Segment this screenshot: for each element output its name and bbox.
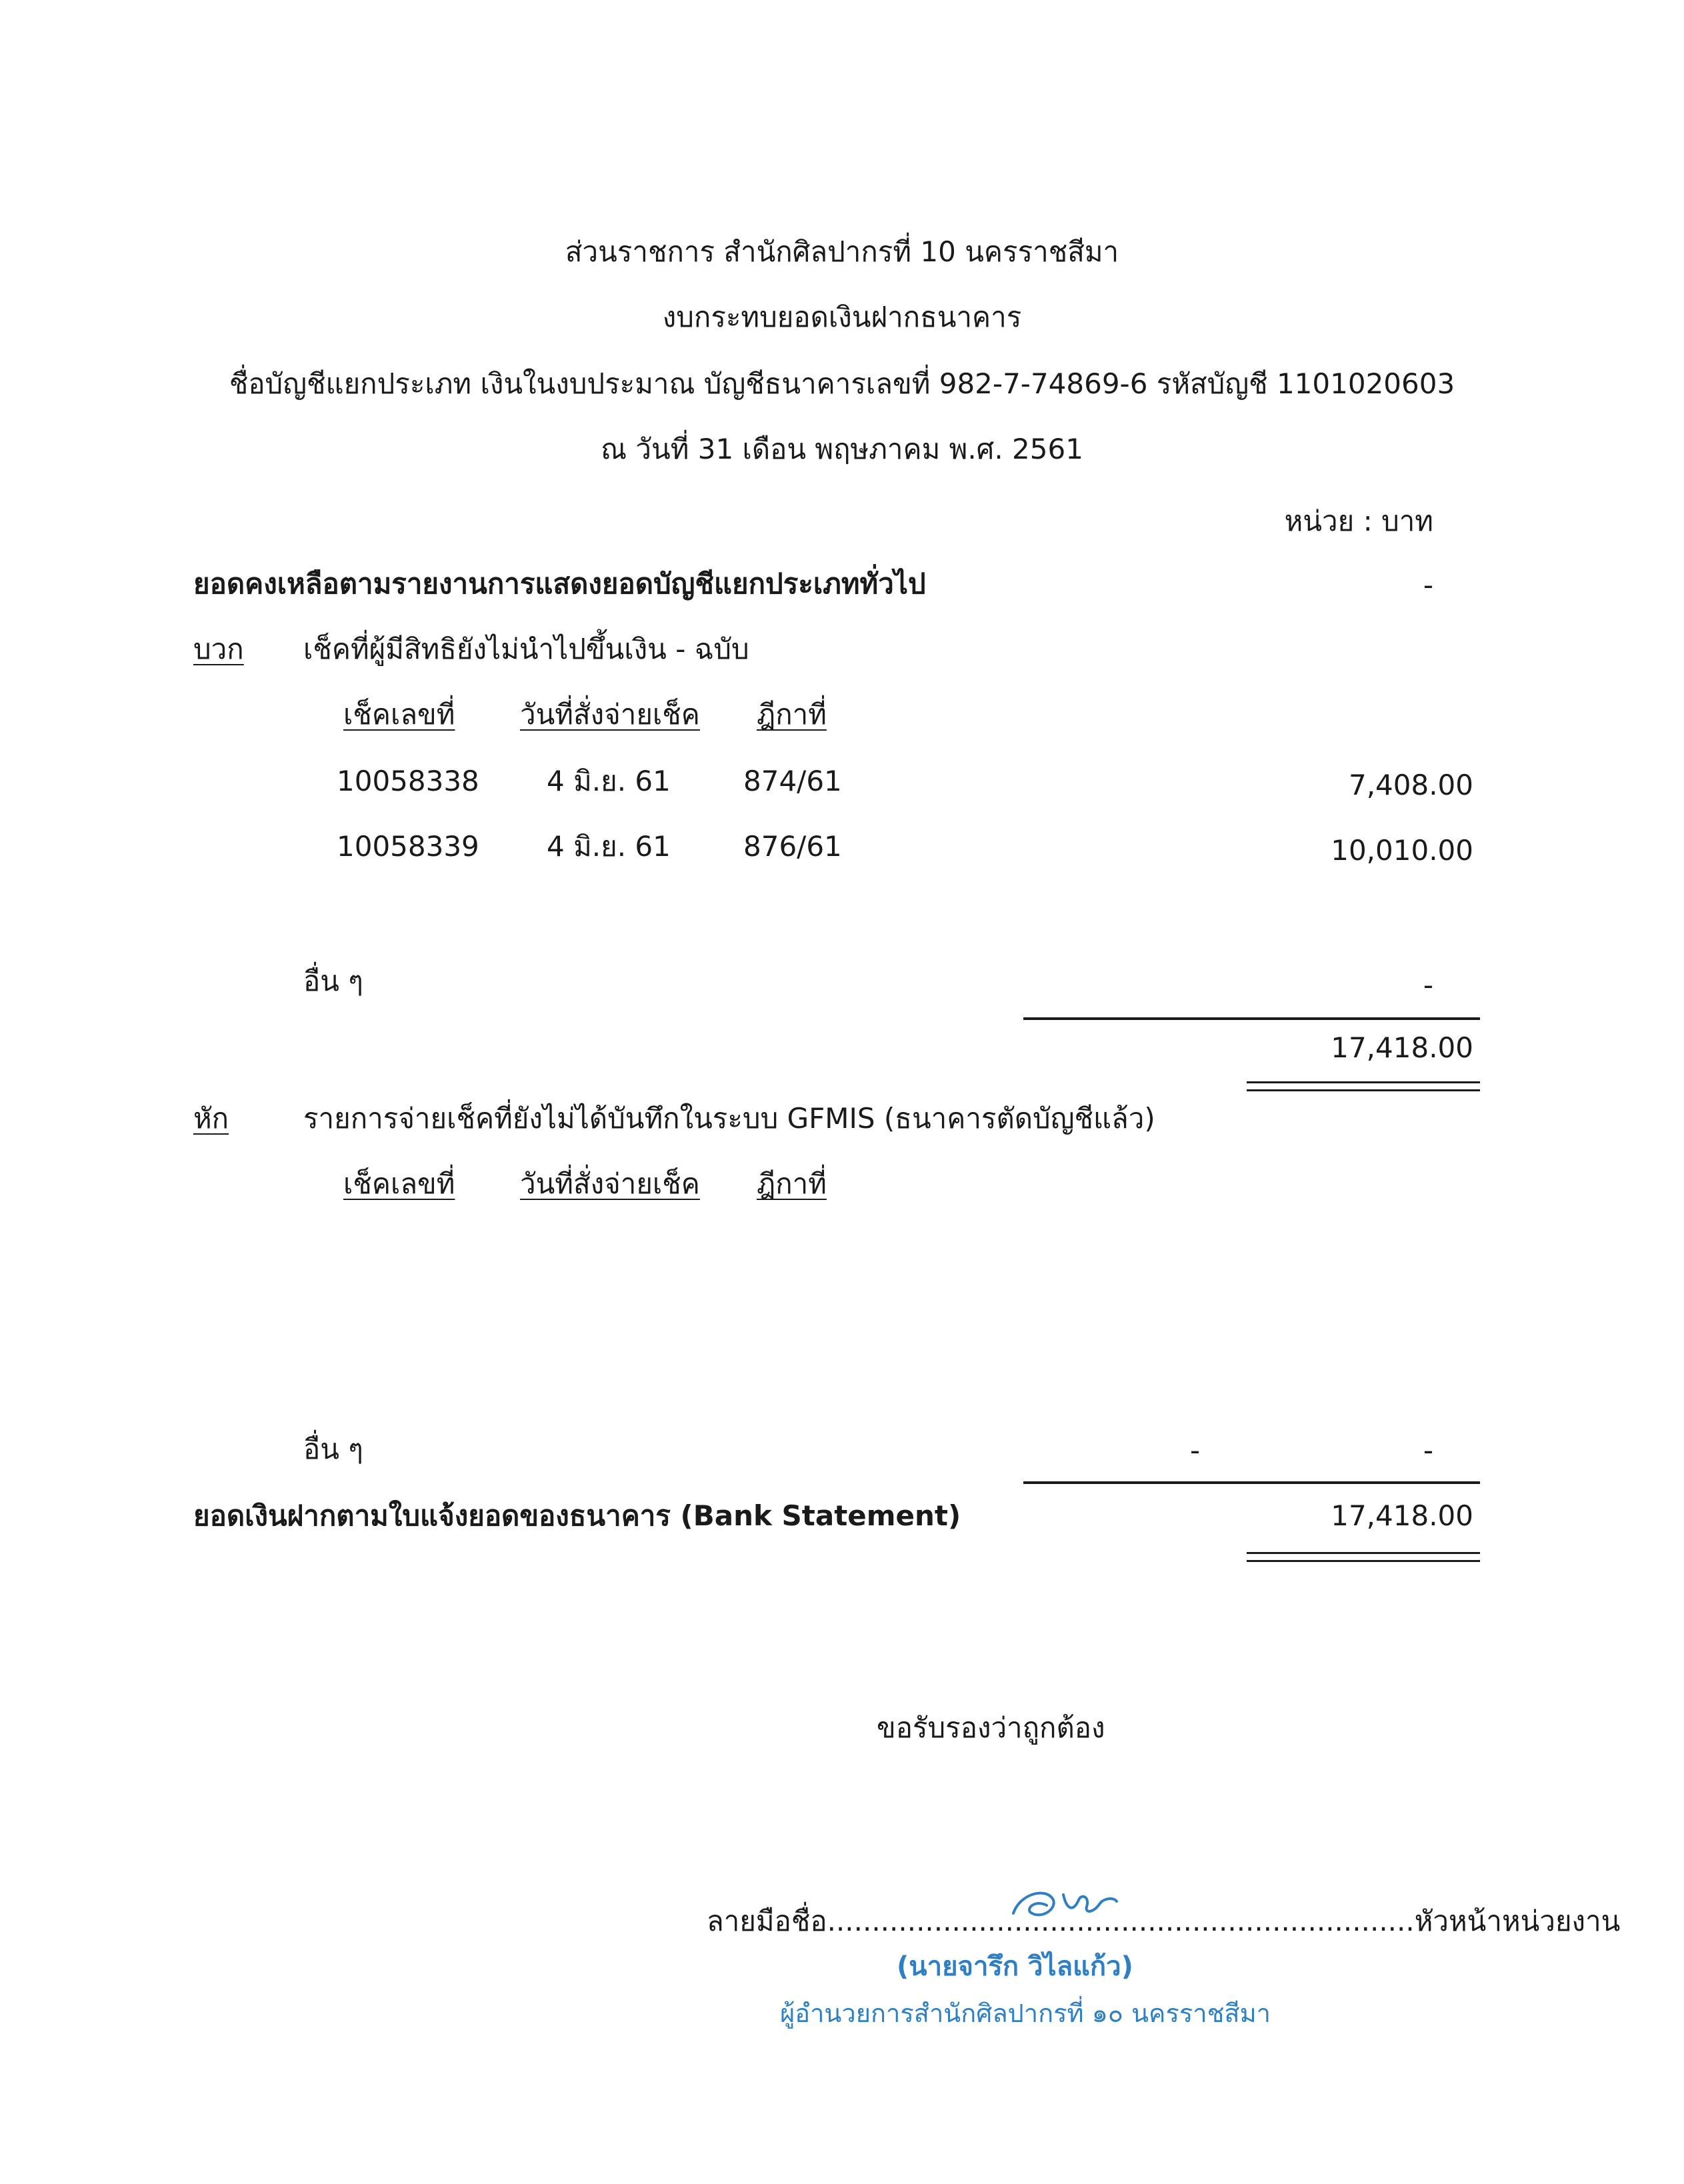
- signatory-name: (นายจารึก วิไลแก้ว): [897, 1951, 1133, 1982]
- total-double-rule-top: [1247, 1081, 1480, 1083]
- header-line-4: ณ วันที่ 31 เดือน พฤษภาคม พ.ศ. 2561: [601, 433, 1083, 465]
- table-row-2-cheque-no: 10058339: [337, 830, 479, 863]
- signatory-title: ผู้อำนวยการสำนักศิลปากรที่ ๑๐ นครราชสีมา: [780, 1999, 1271, 2028]
- table-row-1-amount: 7,408.00: [1348, 769, 1473, 801]
- add-col-date: วันที่สั่งจ่ายเช็ค: [520, 698, 700, 731]
- ledger-balance-label: ยอดคงเหลือตามรายงานการแสดงยอดบัญชีแยกประเภททั่วไป: [193, 567, 926, 600]
- total-double-rule-bottom: [1247, 1089, 1480, 1091]
- table-row-1-cheque-no: 10058338: [337, 765, 479, 797]
- add-total: 17,418.00: [1331, 1031, 1473, 1064]
- table-row-1-date: 4 มิ.ย. 61: [547, 765, 671, 797]
- add-col-cheque-no: เช็คเลขที่: [343, 698, 455, 731]
- deduct-others-label: อื่น ๆ: [303, 1433, 363, 1465]
- add-col-voucher: ฎีกาที่: [757, 698, 827, 731]
- deduct-others-value-2: -: [1423, 1434, 1433, 1467]
- certify-text: ขอรับรองว่าถูกต้อง: [877, 1711, 1105, 1744]
- deduct-rule: [1023, 1481, 1480, 1484]
- deduct-description: รายการจ่ายเช็คที่ยังไม่ได้บันทึกในระบบ GFMIS (ธนาคารตัดบัญชีแล้ว): [303, 1102, 1155, 1135]
- add-others-value: -: [1423, 969, 1433, 1001]
- signature-position: หัวหน้าหน่วยงาน: [1414, 1905, 1621, 1937]
- header-line-2: งบกระทบยอดเงินฝากธนาคาร: [662, 301, 1022, 333]
- add-label: บวก: [193, 633, 244, 665]
- table-row-2-amount: 10,010.00: [1331, 834, 1473, 867]
- subtotal-rule: [1023, 1017, 1480, 1020]
- table-row-2-date: 4 มิ.ย. 61: [547, 830, 671, 863]
- deduct-col-cheque-no: เช็คเลขที่: [343, 1167, 455, 1200]
- deduct-col-voucher: ฎีกาที่: [757, 1167, 827, 1200]
- signature-prefix: ลายมือชื่อ: [707, 1905, 827, 1937]
- unit-label: หน่วย : บาท: [1284, 505, 1433, 537]
- bank-statement-label: ยอดเงินฝากตามใบแจ้งยอดของธนาคาร (Bank Statement): [193, 1499, 961, 1532]
- handwritten-signature: [1000, 1880, 1147, 1933]
- bank-double-rule-bottom: [1247, 1560, 1480, 1562]
- bank-statement-value: 17,418.00: [1331, 1499, 1473, 1532]
- deduct-others-value-1: -: [1190, 1434, 1201, 1467]
- table-row-1-voucher: 874/61: [743, 765, 842, 797]
- deduct-label: หัก: [193, 1102, 229, 1135]
- table-row-2-voucher: 876/61: [743, 830, 842, 863]
- signature-line: [707, 1904, 1620, 1939]
- ledger-balance-value: -: [1423, 569, 1433, 601]
- add-description: เช็คที่ผู้มีสิทธิยังไม่นำไปขึ้นเงิน - ฉบับ: [303, 633, 749, 665]
- signature-dots: ..................................................................: [827, 1905, 1415, 1937]
- header-line-1: ส่วนราชการ สำนักศิลปากรที่ 10 นครราชสีมา: [565, 235, 1119, 268]
- header-line-3: ชื่อบัญชีแยกประเภท เงินในงบประมาณ บัญชีธนาคารเลขที่ 982-7-74869-6 รหัสบัญชี 1101020603: [229, 367, 1455, 400]
- add-others-label: อื่น ๆ: [303, 965, 363, 997]
- bank-double-rule-top: [1247, 1552, 1480, 1554]
- deduct-col-date: วันที่สั่งจ่ายเช็ค: [520, 1167, 700, 1200]
